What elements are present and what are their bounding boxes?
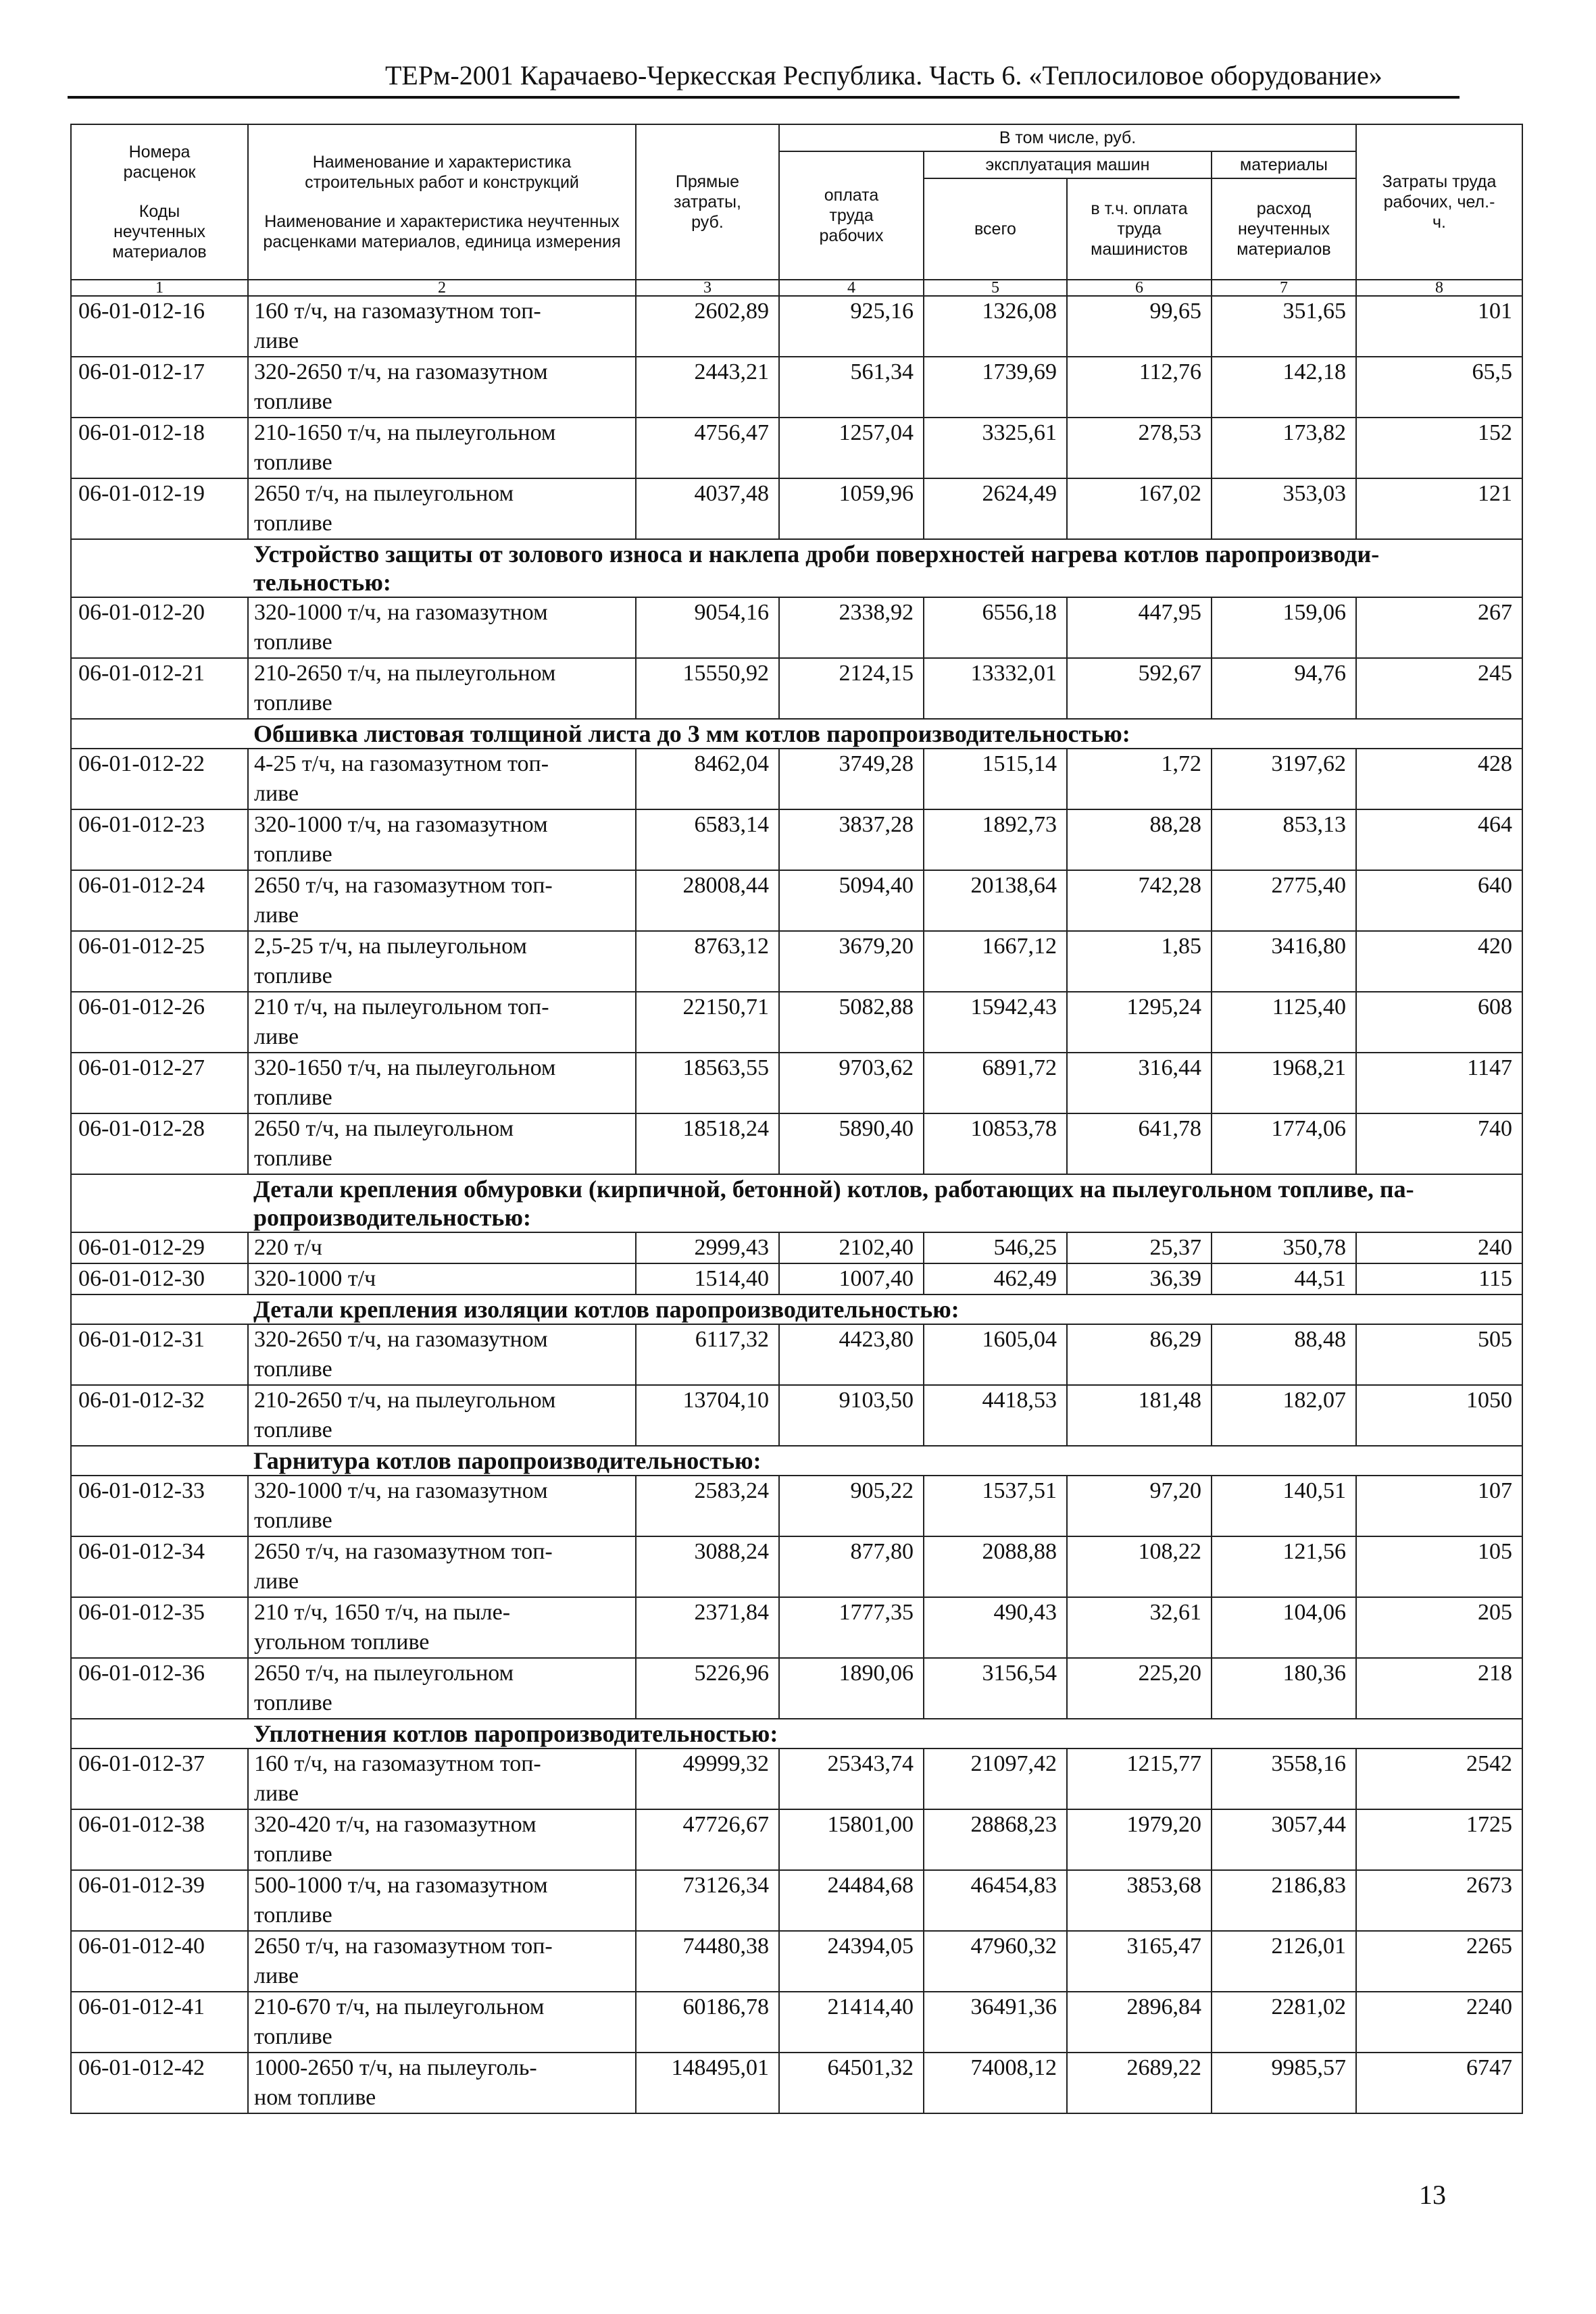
header-machines-total: всего: [924, 178, 1067, 280]
workers-wages: 15801,00: [779, 1809, 924, 1870]
machines-total: 462,49: [924, 1263, 1067, 1294]
machines-total: 20138,64: [924, 870, 1067, 931]
workers-wages: 2338,92: [779, 597, 924, 658]
header-machinist-wages: в т.ч. оплата труда машинистов: [1067, 178, 1212, 280]
col-number: 2: [248, 280, 636, 296]
item-name: 210-1650 т/ч, на пылеугольном топливе: [248, 418, 636, 478]
machinist-wages: 592,67: [1067, 658, 1212, 719]
direct-cost: 2602,89: [636, 296, 779, 357]
item-name: 320-1000 т/ч, на газомазутном топливе: [248, 597, 636, 658]
header-name-cell: [248, 124, 636, 280]
section-spacer: [71, 539, 248, 597]
machines-total: 1892,73: [924, 809, 1067, 870]
machines-total: 4418,53: [924, 1385, 1067, 1446]
section-spacer: [71, 1446, 248, 1476]
machinist-wages: 3853,68: [1067, 1870, 1212, 1931]
header-code-bottom: Коды неучтенных материалов: [112, 202, 207, 261]
price-code: 06-01-012-31: [71, 1324, 248, 1385]
labor-cost: 245: [1356, 658, 1522, 719]
machinist-wages: 97,20: [1067, 1476, 1212, 1536]
workers-wages: 3749,28: [779, 749, 924, 809]
price-code: 06-01-012-36: [71, 1658, 248, 1719]
labor-cost: 240: [1356, 1232, 1522, 1263]
machines-total: 1739,69: [924, 357, 1067, 418]
direct-cost: 73126,34: [636, 1870, 779, 1931]
materials-cost: 3558,16: [1212, 1749, 1356, 1809]
table-row: [71, 1992, 1522, 2053]
direct-cost: 2999,43: [636, 1232, 779, 1263]
materials-cost: 853,13: [1212, 809, 1356, 870]
workers-wages: 25343,74: [779, 1749, 924, 1809]
machines-total: 46454,83: [924, 1870, 1067, 1931]
section-spacer: [71, 1294, 248, 1324]
price-code: 06-01-012-40: [71, 1931, 248, 1992]
table-row: [71, 658, 1522, 719]
workers-wages: 64501,32: [779, 2053, 924, 2113]
direct-cost: 18518,24: [636, 1113, 779, 1174]
header-code-cell: [71, 124, 248, 280]
direct-cost: 18563,55: [636, 1053, 779, 1113]
workers-wages: 5890,40: [779, 1113, 924, 1174]
table-row: [71, 357, 1522, 418]
item-name: 2650 т/ч, на газомазутном топ- ливе: [248, 870, 636, 931]
section-row: [71, 539, 1522, 597]
machinist-wages: 1,72: [1067, 749, 1212, 809]
item-name: 210-2650 т/ч, на пылеугольном топливе: [248, 1385, 636, 1446]
machines-total: 74008,12: [924, 2053, 1067, 2113]
header-materials: материалы: [1212, 151, 1356, 178]
machinist-wages: 25,37: [1067, 1232, 1212, 1263]
workers-wages: 9103,50: [779, 1385, 924, 1446]
machines-total: 2088,88: [924, 1536, 1067, 1597]
materials-cost: 1125,40: [1212, 992, 1356, 1053]
materials-cost: 88,48: [1212, 1324, 1356, 1385]
workers-wages: 21414,40: [779, 1992, 924, 2053]
materials-cost: 159,06: [1212, 597, 1356, 658]
header-code-top: Номера расценок: [123, 143, 196, 182]
item-name: 210-2650 т/ч, на пылеугольном топливе: [248, 658, 636, 719]
materials-cost: 3057,44: [1212, 1809, 1356, 1870]
machinist-wages: 278,53: [1067, 418, 1212, 478]
table-row: [71, 809, 1522, 870]
materials-cost: 44,51: [1212, 1263, 1356, 1294]
machinist-wages: 181,48: [1067, 1385, 1212, 1446]
materials-cost: 173,82: [1212, 418, 1356, 478]
price-code: 06-01-012-33: [71, 1476, 248, 1536]
table-row: [71, 1749, 1522, 1809]
price-code: 06-01-012-24: [71, 870, 248, 931]
machinist-wages: 1295,24: [1067, 992, 1212, 1053]
machines-total: 47960,32: [924, 1931, 1067, 1992]
item-name: 210 т/ч, 1650 т/ч, на пыле- угольном топливе: [248, 1597, 636, 1658]
header-machines: эксплуатация машин: [924, 151, 1212, 178]
direct-cost: 47726,67: [636, 1809, 779, 1870]
section-title: Гарнитура котлов паропроизводительностью:: [248, 1446, 1522, 1476]
labor-cost: 428: [1356, 749, 1522, 809]
materials-cost: 2775,40: [1212, 870, 1356, 931]
materials-cost: 3197,62: [1212, 749, 1356, 809]
direct-cost: 2443,21: [636, 357, 779, 418]
table-row: [71, 1870, 1522, 1931]
price-code: 06-01-012-21: [71, 658, 248, 719]
price-code: 06-01-012-41: [71, 1992, 248, 2053]
page-number: 13: [1419, 2180, 1446, 2210]
machines-total: 3325,61: [924, 418, 1067, 478]
price-code: 06-01-012-20: [71, 597, 248, 658]
direct-cost: 3088,24: [636, 1536, 779, 1597]
direct-cost: 8763,12: [636, 931, 779, 992]
table-row: [71, 992, 1522, 1053]
item-name: 160 т/ч, на газомазутном топ- ливе: [248, 296, 636, 357]
table-row: [71, 1324, 1522, 1385]
table-row: [71, 597, 1522, 658]
table-row: [71, 931, 1522, 992]
direct-cost: 60186,78: [636, 1992, 779, 2053]
labor-cost: 1050: [1356, 1385, 1522, 1446]
materials-cost: 9985,57: [1212, 2053, 1356, 2113]
labor-cost: 205: [1356, 1597, 1522, 1658]
price-code: 06-01-012-42: [71, 2053, 248, 2113]
col-number: 3: [636, 280, 779, 296]
price-code: 06-01-012-30: [71, 1263, 248, 1294]
labor-cost: 6747: [1356, 2053, 1522, 2113]
table-row: [71, 1053, 1522, 1113]
machines-total: 1515,14: [924, 749, 1067, 809]
machinist-wages: 316,44: [1067, 1053, 1212, 1113]
machinist-wages: 108,22: [1067, 1536, 1212, 1597]
materials-cost: 1774,06: [1212, 1113, 1356, 1174]
item-name: 2650 т/ч, на пылеугольном топливе: [248, 478, 636, 539]
direct-cost: 6117,32: [636, 1324, 779, 1385]
section-spacer: [71, 1719, 248, 1749]
table-row: [71, 1113, 1522, 1174]
item-name: 2650 т/ч, на пылеугольном топливе: [248, 1113, 636, 1174]
col-number: 5: [924, 280, 1067, 296]
machines-total: 490,43: [924, 1597, 1067, 1658]
labor-cost: 267: [1356, 597, 1522, 658]
labor-cost: 420: [1356, 931, 1522, 992]
materials-cost: 2186,83: [1212, 1870, 1356, 1931]
materials-cost: 180,36: [1212, 1658, 1356, 1719]
table-row: [71, 1476, 1522, 1536]
table-row: [71, 418, 1522, 478]
machinist-wages: 1,85: [1067, 931, 1212, 992]
direct-cost: 22150,71: [636, 992, 779, 1053]
materials-cost: 142,18: [1212, 357, 1356, 418]
machinist-wages: 225,20: [1067, 1658, 1212, 1719]
machines-total: 2624,49: [924, 478, 1067, 539]
item-name: 320-1000 т/ч, на газомазутном топливе: [248, 1476, 636, 1536]
table-head: [71, 124, 1522, 296]
workers-wages: 925,16: [779, 296, 924, 357]
table-row: [71, 749, 1522, 809]
price-code: 06-01-012-37: [71, 1749, 248, 1809]
materials-cost: 182,07: [1212, 1385, 1356, 1446]
labor-cost: 152: [1356, 418, 1522, 478]
machinist-wages: 88,28: [1067, 809, 1212, 870]
labor-cost: 2240: [1356, 1992, 1522, 2053]
direct-cost: 5226,96: [636, 1658, 779, 1719]
col-number: 4: [779, 280, 924, 296]
price-code: 06-01-012-39: [71, 1870, 248, 1931]
materials-cost: 351,65: [1212, 296, 1356, 357]
labor-cost: 740: [1356, 1113, 1522, 1174]
price-code: 06-01-012-38: [71, 1809, 248, 1870]
col-number: 7: [1212, 280, 1356, 296]
price-code: 06-01-012-28: [71, 1113, 248, 1174]
workers-wages: 2124,15: [779, 658, 924, 719]
machinist-wages: 742,28: [1067, 870, 1212, 931]
item-name: 4-25 т/ч, на газомазутном топ- ливе: [248, 749, 636, 809]
machines-total: 6556,18: [924, 597, 1067, 658]
direct-cost: 13704,10: [636, 1385, 779, 1446]
section-row: [71, 1446, 1522, 1476]
price-code: 06-01-012-35: [71, 1597, 248, 1658]
labor-cost: 608: [1356, 992, 1522, 1053]
table-body: [71, 296, 1522, 2113]
labor-cost: 107: [1356, 1476, 1522, 1536]
machines-total: 1605,04: [924, 1324, 1067, 1385]
table-row: [71, 1385, 1522, 1446]
item-name: 320-2650 т/ч, на газомазутном топливе: [248, 357, 636, 418]
labor-cost: 2673: [1356, 1870, 1522, 1931]
direct-cost: 15550,92: [636, 658, 779, 719]
workers-wages: 1257,04: [779, 418, 924, 478]
price-code: 06-01-012-34: [71, 1536, 248, 1597]
price-code: 06-01-012-25: [71, 931, 248, 992]
machines-total: 21097,42: [924, 1749, 1067, 1809]
header-name-bottom: Наименование и характеристика неучтенных расценками материалов, единица измерения: [263, 212, 621, 251]
materials-cost: 353,03: [1212, 478, 1356, 539]
price-table: [70, 124, 1523, 2114]
machines-total: 546,25: [924, 1232, 1067, 1263]
table-row: [71, 1931, 1522, 1992]
machinist-wages: 112,76: [1067, 357, 1212, 418]
workers-wages: 24484,68: [779, 1870, 924, 1931]
section-title: Детали крепления обмуровки (кирпичной, бетонной) котлов, работающих на пылеугольном топливе, па- ропроизводительностью:: [248, 1174, 1522, 1232]
machinist-wages: 32,61: [1067, 1597, 1212, 1658]
item-name: 1000-2650 т/ч, на пылеуголь- ном топливе: [248, 2053, 636, 2113]
table-row: [71, 296, 1522, 357]
price-code: 06-01-012-26: [71, 992, 248, 1053]
labor-cost: 1147: [1356, 1053, 1522, 1113]
direct-cost: 49999,32: [636, 1749, 779, 1809]
header-including: В том числе, руб.: [779, 124, 1356, 151]
item-name: 500-1000 т/ч, на газомазутном топливе: [248, 1870, 636, 1931]
table-row: [71, 478, 1522, 539]
machines-total: 28868,23: [924, 1809, 1067, 1870]
machines-total: 1537,51: [924, 1476, 1067, 1536]
materials-cost: 140,51: [1212, 1476, 1356, 1536]
workers-wages: 5094,40: [779, 870, 924, 931]
price-code: 06-01-012-32: [71, 1385, 248, 1446]
machines-total: 6891,72: [924, 1053, 1067, 1113]
direct-cost: 148495,01: [636, 2053, 779, 2113]
machinist-wages: 167,02: [1067, 478, 1212, 539]
col-number: 6: [1067, 280, 1212, 296]
labor-cost: 218: [1356, 1658, 1522, 1719]
direct-cost: 74480,38: [636, 1931, 779, 1992]
item-name: 160 т/ч, на газомазутном топ- ливе: [248, 1749, 636, 1809]
labor-cost: 464: [1356, 809, 1522, 870]
header-name-top: Наименование и характеристика строительных работ и конструкций: [305, 153, 579, 192]
machinist-wages: 447,95: [1067, 597, 1212, 658]
machines-total: 36491,36: [924, 1992, 1067, 2053]
section-title: Обшивка листовая толщиной листа до 3 мм котлов паропроизводительностью:: [248, 719, 1522, 749]
header-rule: [68, 96, 1460, 99]
section-spacer: [71, 1174, 248, 1232]
table-row: [71, 1263, 1522, 1294]
item-name: 320-1000 т/ч: [248, 1263, 636, 1294]
col-number: 8: [1356, 280, 1522, 296]
workers-wages: 5082,88: [779, 992, 924, 1053]
item-name: 320-1650 т/ч, на пылеугольном топливе: [248, 1053, 636, 1113]
direct-cost: 6583,14: [636, 809, 779, 870]
workers-wages: 2102,40: [779, 1232, 924, 1263]
machines-total: 1326,08: [924, 296, 1067, 357]
table-row: [71, 2053, 1522, 2113]
item-name: 2650 т/ч, на газомазутном топ- ливе: [248, 1931, 636, 1992]
labor-cost: 105: [1356, 1536, 1522, 1597]
section-spacer: [71, 719, 248, 749]
workers-wages: 1007,40: [779, 1263, 924, 1294]
item-name: 2650 т/ч, на газомазутном топ- ливе: [248, 1536, 636, 1597]
labor-cost: 101: [1356, 296, 1522, 357]
labor-cost: 115: [1356, 1263, 1522, 1294]
direct-cost: 2371,84: [636, 1597, 779, 1658]
machinist-wages: 2896,84: [1067, 1992, 1212, 2053]
direct-cost: 4037,48: [636, 478, 779, 539]
workers-wages: 3837,28: [779, 809, 924, 870]
materials-cost: 3416,80: [1212, 931, 1356, 992]
item-name: 210 т/ч, на пылеугольном топ- ливе: [248, 992, 636, 1053]
section-title: Уплотнения котлов паропроизводительностью:: [248, 1719, 1522, 1749]
labor-cost: 2265: [1356, 1931, 1522, 1992]
price-code: 06-01-012-29: [71, 1232, 248, 1263]
machines-total: 13332,01: [924, 658, 1067, 719]
labor-cost: 2542: [1356, 1749, 1522, 1809]
materials-cost: 94,76: [1212, 658, 1356, 719]
workers-wages: 1777,35: [779, 1597, 924, 1658]
header-materials-unaccounted: расход неучтенных материалов: [1212, 178, 1356, 280]
table-row: [71, 1536, 1522, 1597]
item-name: 220 т/ч: [248, 1232, 636, 1263]
workers-wages: 1059,96: [779, 478, 924, 539]
table-row: [71, 1597, 1522, 1658]
direct-cost: 4756,47: [636, 418, 779, 478]
section-row: [71, 1719, 1522, 1749]
item-name: 320-420 т/ч, на газомазутном топливе: [248, 1809, 636, 1870]
machinist-wages: 1215,77: [1067, 1749, 1212, 1809]
materials-cost: 2281,02: [1212, 1992, 1356, 2053]
table-row: [71, 1658, 1522, 1719]
machines-total: 15942,43: [924, 992, 1067, 1053]
workers-wages: 3679,20: [779, 931, 924, 992]
item-name: 320-1000 т/ч, на газомазутном топливе: [248, 809, 636, 870]
direct-cost: 1514,40: [636, 1263, 779, 1294]
page-header-title: ТЕРм-2001 Карачаево-Черкесская Республика. Часть 6. «Теплосиловое оборудование»: [385, 60, 1382, 91]
section-row: [71, 1294, 1522, 1324]
machines-total: 1667,12: [924, 931, 1067, 992]
workers-wages: 4423,80: [779, 1324, 924, 1385]
table-row: [71, 1809, 1522, 1870]
workers-wages: 561,34: [779, 357, 924, 418]
labor-cost: 65,5: [1356, 357, 1522, 418]
labor-cost: 505: [1356, 1324, 1522, 1385]
header-direct: Прямые затраты, руб.: [636, 124, 779, 280]
section-row: [71, 719, 1522, 749]
materials-cost: 350,78: [1212, 1232, 1356, 1263]
table-row: [71, 1232, 1522, 1263]
workers-wages: 877,80: [779, 1536, 924, 1597]
materials-cost: 104,06: [1212, 1597, 1356, 1658]
machinist-wages: 1979,20: [1067, 1809, 1212, 1870]
direct-cost: 9054,16: [636, 597, 779, 658]
machines-total: 3156,54: [924, 1658, 1067, 1719]
price-code: 06-01-012-23: [71, 809, 248, 870]
item-name: 2,5-25 т/ч, на пылеугольном топливе: [248, 931, 636, 992]
machinist-wages: 641,78: [1067, 1113, 1212, 1174]
table-row: [71, 870, 1522, 931]
machines-total: 10853,78: [924, 1113, 1067, 1174]
machinist-wages: 3165,47: [1067, 1931, 1212, 1992]
item-name: 210-670 т/ч, на пылеугольном топливе: [248, 1992, 636, 2053]
section-row: [71, 1174, 1522, 1232]
machinist-wages: 99,65: [1067, 296, 1212, 357]
workers-wages: 905,22: [779, 1476, 924, 1536]
price-code: 06-01-012-27: [71, 1053, 248, 1113]
direct-cost: 2583,24: [636, 1476, 779, 1536]
item-name: 320-2650 т/ч, на газомазутном топливе: [248, 1324, 636, 1385]
labor-cost: 1725: [1356, 1809, 1522, 1870]
machinist-wages: 2689,22: [1067, 2053, 1212, 2113]
workers-wages: 1890,06: [779, 1658, 924, 1719]
labor-cost: 640: [1356, 870, 1522, 931]
price-code: 06-01-012-19: [71, 478, 248, 539]
price-code: 06-01-012-22: [71, 749, 248, 809]
price-code: 06-01-012-16: [71, 296, 248, 357]
col-number: 1: [71, 280, 248, 296]
labor-cost: 121: [1356, 478, 1522, 539]
workers-wages: 24394,05: [779, 1931, 924, 1992]
workers-wages: 9703,62: [779, 1053, 924, 1113]
materials-cost: 2126,01: [1212, 1931, 1356, 1992]
item-name: 2650 т/ч, на пылеугольном топливе: [248, 1658, 636, 1719]
price-code: 06-01-012-18: [71, 418, 248, 478]
direct-cost: 28008,44: [636, 870, 779, 931]
price-code: 06-01-012-17: [71, 357, 248, 418]
header-wages: оплата труда рабочих: [779, 151, 924, 280]
section-title: Детали крепления изоляции котлов паропроизводительностью:: [248, 1294, 1522, 1324]
section-title: Устройство защиты от золового износа и наклепа дроби поверхностей нагрева котлов паропроизводи- тельностью:: [248, 539, 1522, 597]
materials-cost: 1968,21: [1212, 1053, 1356, 1113]
header-labor: Затраты труда рабочих, чел.-ч.: [1356, 124, 1522, 280]
direct-cost: 8462,04: [636, 749, 779, 809]
machinist-wages: 36,39: [1067, 1263, 1212, 1294]
machinist-wages: 86,29: [1067, 1324, 1212, 1385]
materials-cost: 121,56: [1212, 1536, 1356, 1597]
